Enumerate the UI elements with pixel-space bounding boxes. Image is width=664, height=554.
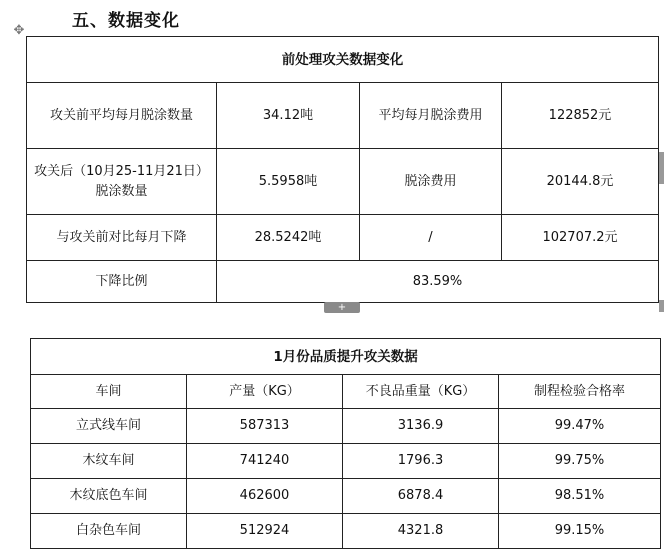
table-cell: 白杂色车间 [31,514,187,549]
table-resize-handle[interactable] [659,152,664,184]
table-cell: 462600 [187,479,343,514]
table-cell: 脱涂费用 [360,149,502,215]
column-header: 车间 [31,375,187,409]
section-heading: 五、数据变化 [72,11,180,31]
quality-table-title: 1月份品质提升攻关数据 [31,339,661,375]
table-cell: 立式线车间 [31,409,187,444]
table-cell: 98.51% [499,479,661,514]
table-cell: 攻关前平均每月脱涂数量 [27,83,217,149]
column-header: 制程检验合格率 [499,375,661,409]
pretreatment-table-title: 前处理攻关数据变化 [27,37,659,83]
ratio-value: 83.59% [217,261,659,303]
table-cell: 741240 [187,444,343,479]
table-cell: 6878.4 [343,479,499,514]
table-cell: 平均每月脱涂费用 [360,83,502,149]
table-cell: 与攻关前对比每月下降 [27,215,217,261]
table-cell: 1796.3 [343,444,499,479]
table-cell: 99.15% [499,514,661,549]
table-cell: 122852元 [502,83,659,149]
table-move-handle-icon[interactable]: ✥ [13,23,25,38]
table-cell: 木纹底色车间 [31,479,187,514]
table-cell: 木纹车间 [31,444,187,479]
table-cell: 99.75% [499,444,661,479]
column-header: 产量（KG） [187,375,343,409]
table-cell: 512924 [187,514,343,549]
table-cell: 4321.8 [343,514,499,549]
table-cell: 34.12吨 [217,83,360,149]
pretreatment-table [26,36,659,303]
table-cell: 28.5242吨 [217,215,360,261]
table-resize-handle[interactable] [659,300,664,312]
table-cell: / [360,215,502,261]
table-cell: 3136.9 [343,409,499,444]
table-cell: 587313 [187,409,343,444]
quality-table [30,338,661,549]
table-cell: 99.47% [499,409,661,444]
table-cell: 20144.8元 [502,149,659,215]
add-row-button[interactable]: + [324,302,360,313]
column-header: 不良品重量（KG） [343,375,499,409]
table-cell: 攻关后（10月25-11月21日）脱涂数量 [27,149,217,215]
table-cell: 102707.2元 [502,215,659,261]
ratio-label: 下降比例 [27,261,217,303]
table-cell: 5.5958吨 [217,149,360,215]
